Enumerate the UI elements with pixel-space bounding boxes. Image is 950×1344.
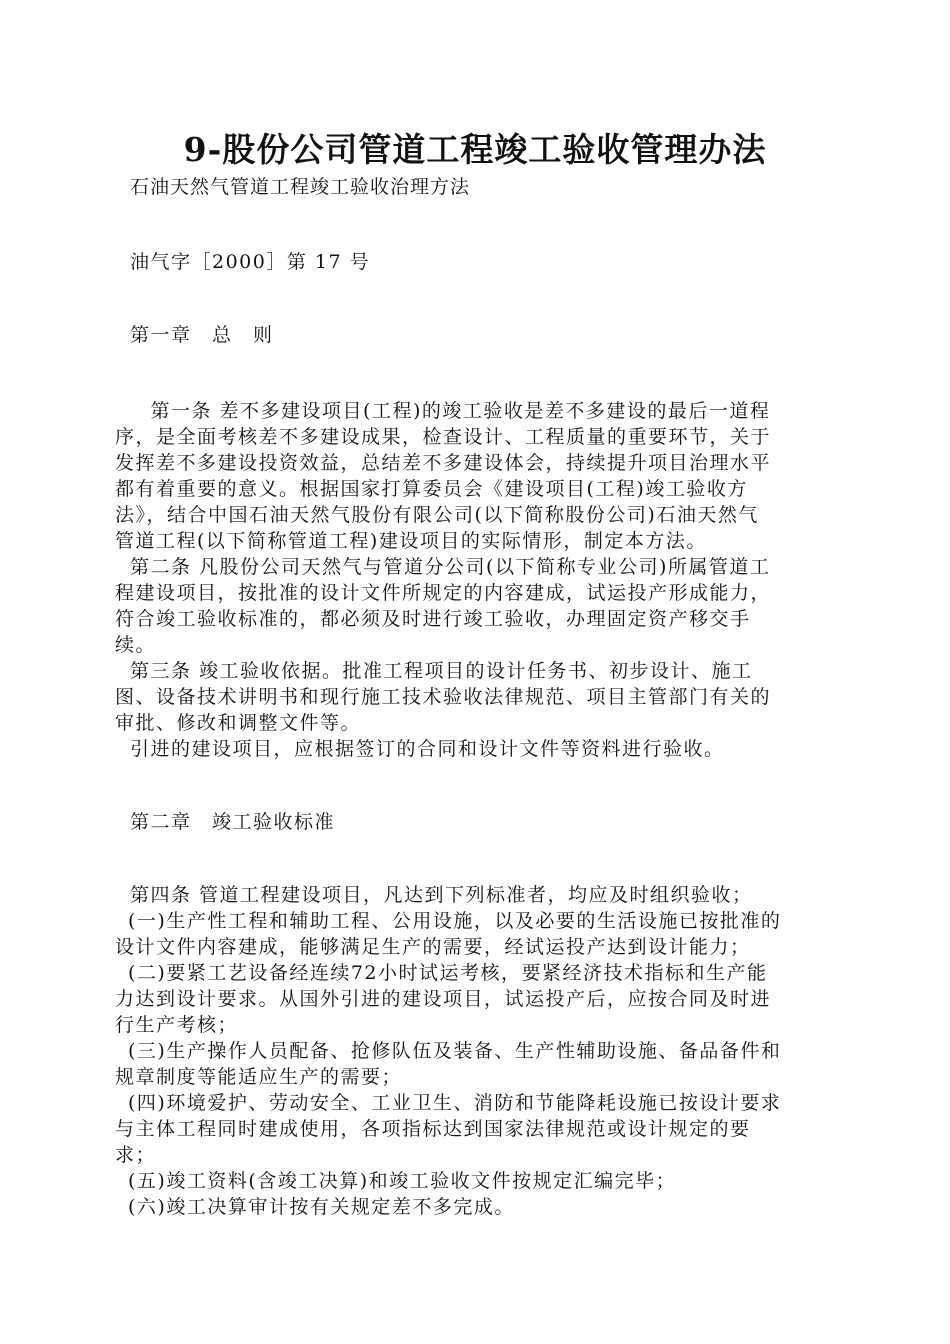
article-4-line: (五)竣工资料(含竣工决算)和竣工验收文件按规定汇编完毕； <box>128 1170 677 1192</box>
article-3-line: 审批、修改和调整文件等。 <box>115 712 362 734</box>
article-3-line: 第三条 竣工验收依据。批准工程项目的设计任务书、初步设计、施工 <box>130 660 753 682</box>
article-4-line: 设计文件内容建成，能够满足生产的需要，经试运投产达到设计能力； <box>115 936 751 958</box>
chapter-2-heading: 第二章 竣工验收标准 <box>130 811 336 833</box>
document-subtitle: 石油天然气管道工程竣工验收治理方法 <box>130 176 471 198</box>
article-4-line: (三)生产操作人员配备、抢修队伍及装备、生产性辅助设施、备品备件和 <box>128 1040 782 1062</box>
chapter-1-heading: 第一章 总 则 <box>130 324 274 346</box>
article-2-line: 第二条 凡股份公司天然气与管道分公司(以下简称专业公司)所属管道工 <box>130 556 771 578</box>
article-1-line: 都有着重要的意义。根据国家打算委员会《建设项目(工程)竣工验收方 <box>115 478 748 500</box>
article-4-line: 第四条 管道工程建设项目，凡达到下列标准者，均应及时组织验收； <box>130 884 753 906</box>
article-3-note: 引进的建设项目，应根据签订的合同和设计文件等资料进行验收。 <box>130 738 725 760</box>
article-4-line: 求； <box>115 1144 157 1166</box>
article-1-line: 第一条 差不多建设项目(工程)的竣工验收是差不多建设的最后一道程 <box>130 400 771 422</box>
article-4-line: (六)竣工决算审计按有关规定差不多完成。 <box>128 1196 515 1218</box>
article-1-line: 管道工程(以下简称管道工程)建设项目的实际情形，制定本方法。 <box>115 530 707 552</box>
article-1-line: 发挥差不多建设投资效益，总结差不多建设体会，持续提升项目治理水平 <box>115 452 772 474</box>
article-4-line: 规章制度等能适应生产的需要； <box>115 1066 403 1088</box>
article-2-line: 符合竣工验收标准的，都必须及时进行竣工验收，办理固定资产移交手 <box>115 608 751 630</box>
article-4-line: (一)生产性工程和辅助工程、公用设施，以及必要的生活设施已按批准的 <box>128 910 782 932</box>
article-4-line: (四)环境爱护、劳动安全、工业卫生、消防和节能降耗设施已按设计要求 <box>128 1092 782 1114</box>
article-4-line: (二)要紧工艺设备经连续72小时试运考核，要紧经济技术指标和生产能 <box>128 962 768 984</box>
article-2-line: 续。 <box>115 634 157 656</box>
article-1-line: 序，是全面考核差不多建设成果，检查设计、工程质量的重要环节，关于 <box>115 426 772 448</box>
article-4-line: 行生产考核； <box>115 1014 239 1036</box>
article-4-line: 与主体工程同时建成使用，各项指标达到国家法律规范或设计规定的要 <box>115 1118 751 1140</box>
document-title: 9-股份公司管道工程竣工验收管理办法 <box>183 130 767 169</box>
article-1-line: 法》，结合中国石油天然气股份有限公司(以下简称股份公司)石油天然气 <box>115 504 759 526</box>
document-number: 油气字［2000］第 17 号 <box>130 251 371 273</box>
article-2-line: 程建设项目，按批准的设计文件所规定的内容建成，试运投产形成能力， <box>115 582 772 604</box>
article-4-line: 力达到设计要求。从国外引进的建设项目，试运投产后，应按合同及时进 <box>115 988 772 1010</box>
article-3-line: 图、设备技术讲明书和现行施工技术验收法律规范、项目主管部门有关的 <box>115 686 772 708</box>
